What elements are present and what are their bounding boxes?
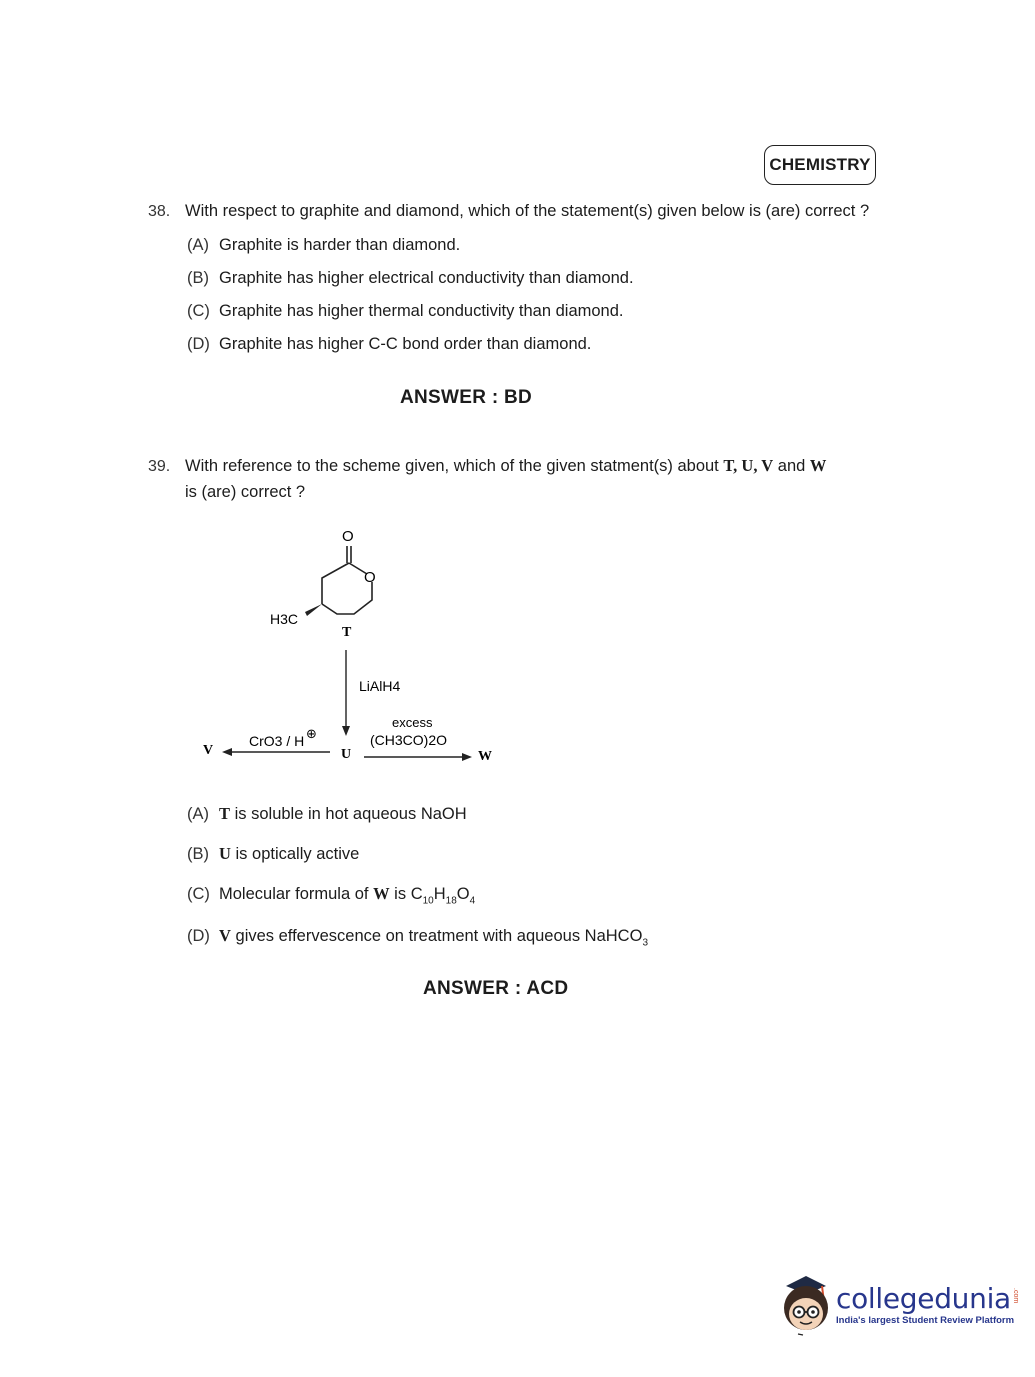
option-text: Graphite has higher C-C bond order than diamond. bbox=[219, 335, 592, 353]
q39-option-a bbox=[187, 804, 467, 824]
methyl-wedge-bond bbox=[305, 604, 322, 616]
brand-name: collegedunia bbox=[836, 1282, 1011, 1315]
option-text: Graphite is harder than diamond. bbox=[219, 236, 461, 254]
option-subscript: 3 bbox=[642, 937, 648, 949]
option-label: (A) bbox=[187, 236, 209, 254]
reagent-cro3: CrO3 / H bbox=[249, 733, 305, 749]
formula-c: C bbox=[410, 885, 423, 903]
q38-text: With respect to graphite and diamond, which of the statement(s) given below is (are) correct ? bbox=[185, 202, 870, 220]
reagent-acetic-anhydride: (CH3CO)2O bbox=[370, 732, 448, 748]
option-var: T bbox=[219, 804, 231, 823]
option-var: V bbox=[219, 926, 231, 945]
option-label: (C) bbox=[187, 302, 210, 320]
option-var: W bbox=[373, 884, 390, 903]
option-label: (D) bbox=[187, 927, 210, 945]
q39-text-and: and bbox=[777, 457, 806, 475]
label-compound-v: V bbox=[203, 743, 214, 758]
brand-domain-suffix: .com bbox=[1011, 1288, 1019, 1304]
q38-answer: ANSWER : BD bbox=[400, 387, 533, 408]
q39-number: 39. bbox=[148, 458, 171, 475]
option-var: U bbox=[219, 844, 231, 863]
q39-text-vars: T, U, V bbox=[723, 456, 774, 475]
option-text: is soluble in hot aqueous NaOH bbox=[234, 805, 467, 823]
option-label: (A) bbox=[187, 805, 209, 823]
option-text-mid: is bbox=[394, 885, 407, 903]
option-label: (C) bbox=[187, 885, 210, 903]
q39-text-line1: With reference to the scheme given, which of the given statment(s) about bbox=[185, 457, 719, 475]
arrow-u-to-w-head bbox=[462, 753, 472, 761]
arrow-u-to-v-head bbox=[222, 748, 232, 756]
ring-bond-chain bbox=[322, 582, 372, 614]
brand-tagline: India's largest Student Review Platform bbox=[836, 1315, 1015, 1326]
reagent-excess: excess bbox=[392, 715, 433, 730]
q39-text-line2: is (are) correct ? bbox=[185, 483, 306, 501]
label-compound-t: T bbox=[342, 625, 352, 640]
option-label: (B) bbox=[187, 269, 209, 287]
label-compound-w: W bbox=[478, 749, 492, 764]
option-label: (B) bbox=[187, 845, 209, 863]
formula-o: O bbox=[456, 885, 470, 903]
option-label: (D) bbox=[187, 335, 210, 353]
formula-c-count: 10 bbox=[422, 895, 434, 907]
ring-bond-closure bbox=[322, 563, 349, 604]
option-text-pre: Molecular formula of bbox=[219, 885, 369, 903]
q38-number: 38. bbox=[148, 203, 171, 220]
carbonyl-oxygen: O bbox=[342, 528, 354, 545]
formula-h-count: 18 bbox=[445, 895, 457, 907]
arrow-t-to-u-head bbox=[342, 726, 350, 736]
section-badge: CHEMISTRY bbox=[764, 145, 876, 185]
option-text: is optically active bbox=[235, 845, 360, 863]
q39-answer: ANSWER : ACD bbox=[423, 978, 569, 999]
q39-option-b bbox=[187, 844, 359, 864]
ring-oxygen: O bbox=[364, 569, 376, 586]
formula-h: H bbox=[433, 885, 446, 903]
q39-option-c bbox=[187, 884, 475, 906]
molecular-formula bbox=[410, 885, 476, 907]
proton-charge-symbol: ⊕ bbox=[306, 727, 317, 742]
option-text: gives effervescence on treatment with aqueous NaHCO bbox=[235, 927, 643, 945]
reagent-lialh4: LiAlH4 bbox=[359, 678, 401, 694]
brand-block bbox=[836, 1282, 1019, 1326]
formula-o-count: 4 bbox=[469, 895, 476, 907]
methyl-substituent: H3C bbox=[270, 611, 299, 627]
option-text: Graphite has higher thermal conductivity than diamond. bbox=[219, 302, 624, 320]
option-text: Graphite has higher electrical conductivity than diamond. bbox=[219, 269, 634, 287]
q39-option-d bbox=[187, 926, 648, 948]
q39-text-w: W bbox=[809, 456, 827, 475]
label-compound-u: U bbox=[341, 747, 352, 762]
collegedunia-mascot-icon bbox=[776, 1272, 836, 1342]
